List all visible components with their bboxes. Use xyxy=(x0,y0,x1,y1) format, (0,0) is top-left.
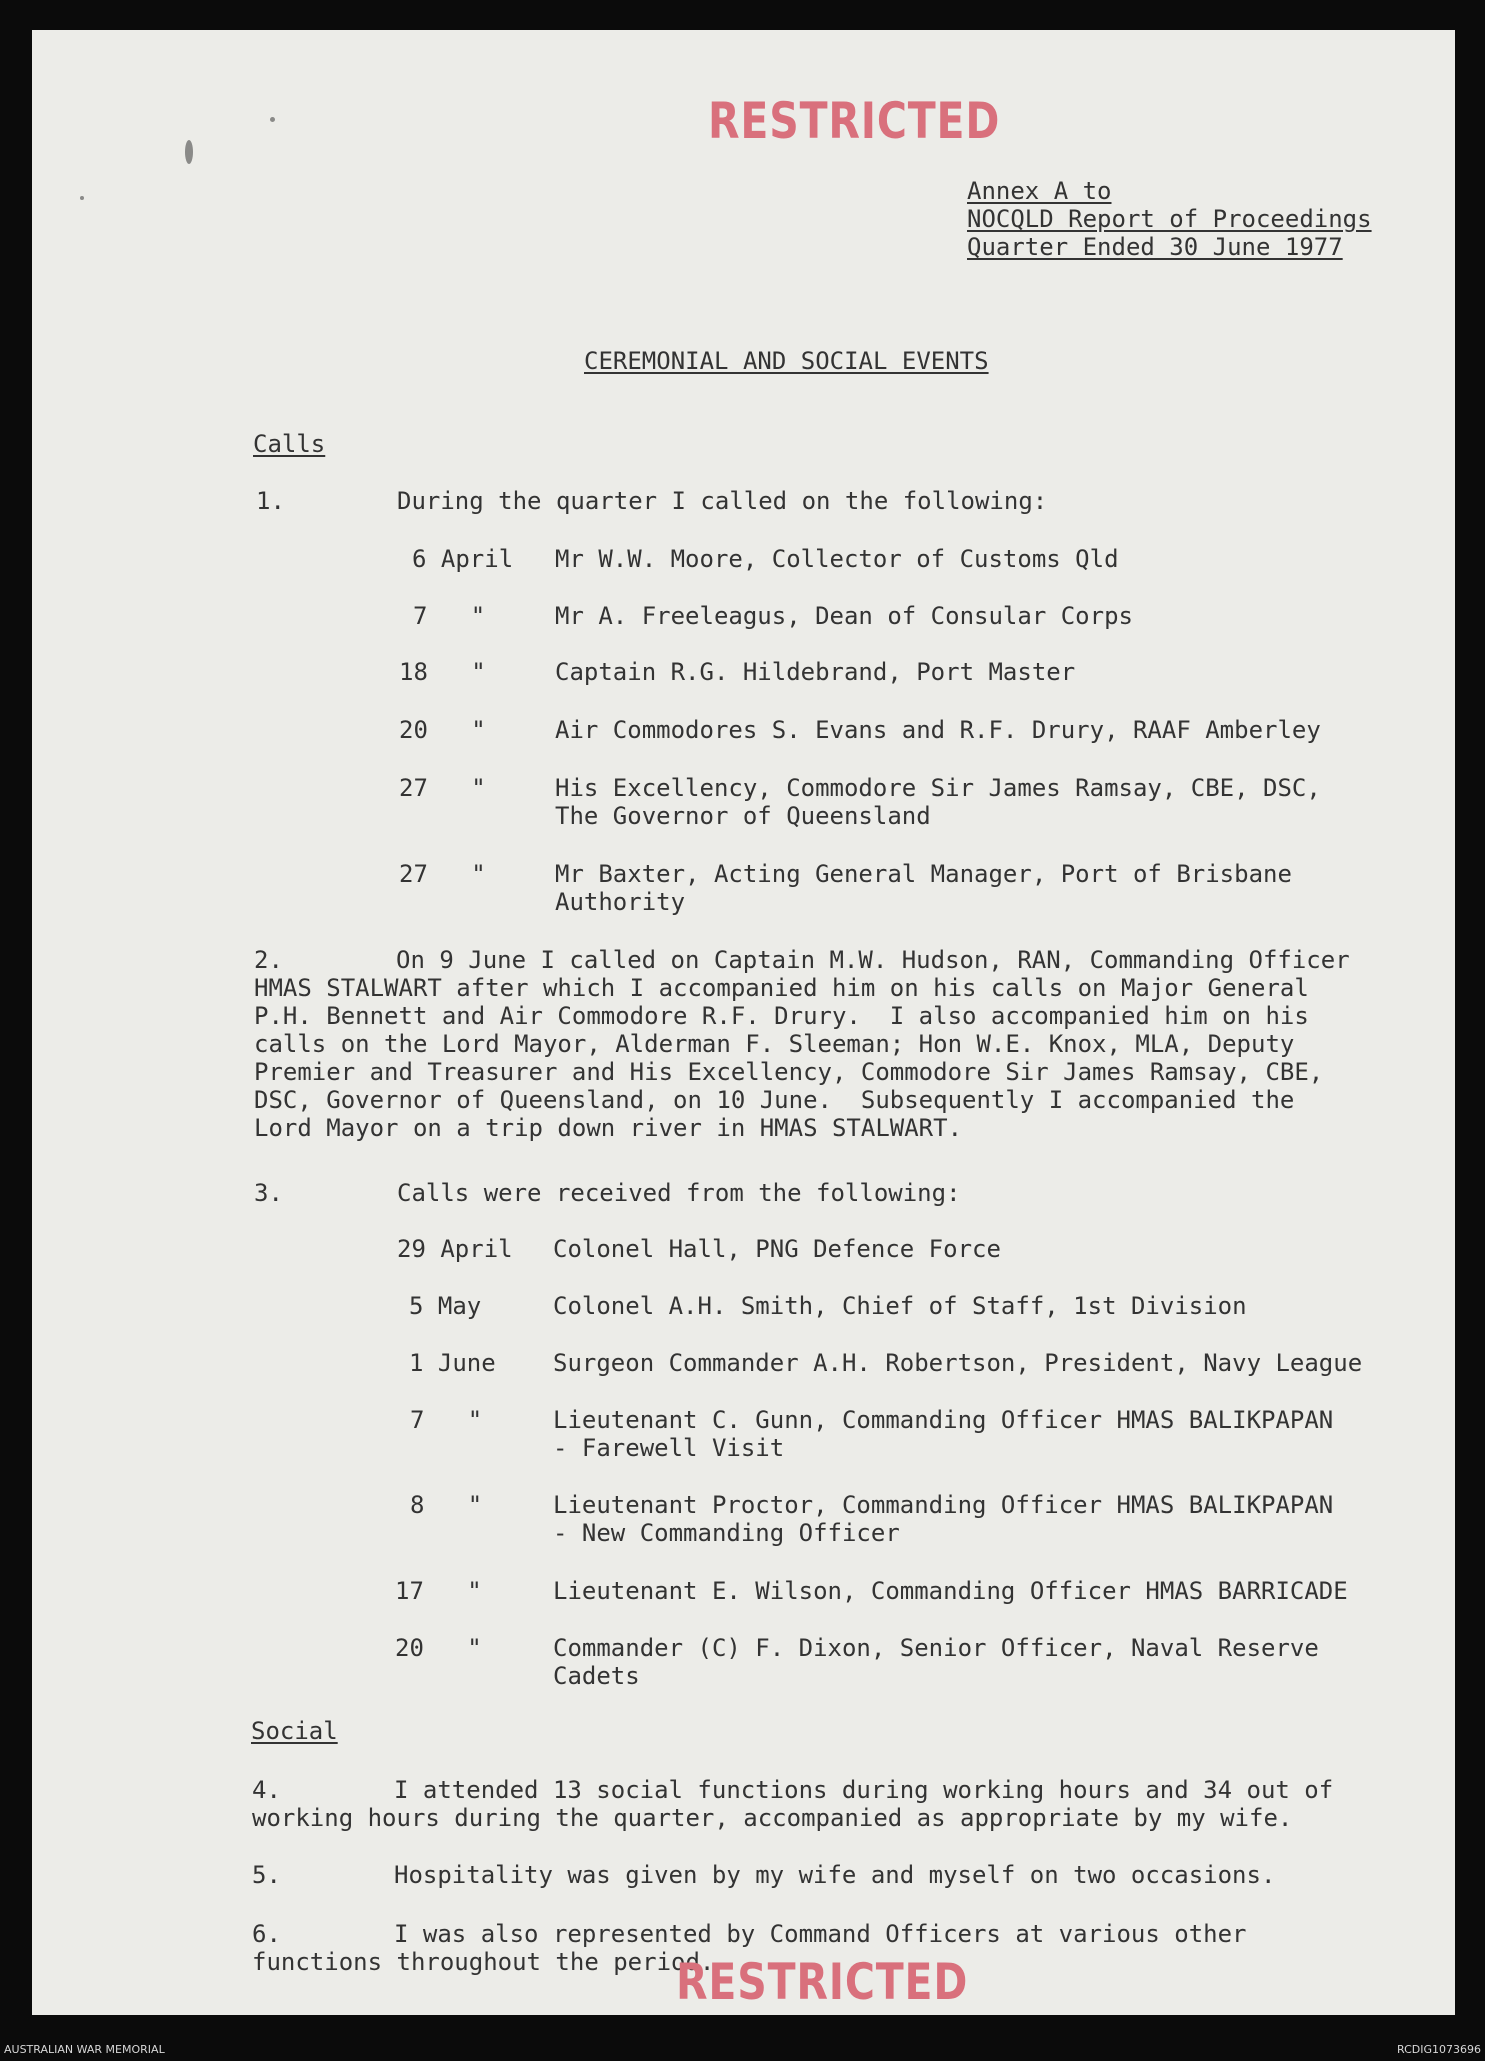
para-3-text: Calls were received from the following: xyxy=(397,1179,961,1207)
received-date: 5 May xyxy=(409,1292,482,1320)
received-entry: Surgeon Commander A.H. Robertson, President, Navy League xyxy=(553,1349,1363,1377)
restricted-stamp-bottom: RESTRICTED xyxy=(676,1953,969,2011)
social-heading: Social xyxy=(251,1717,338,1745)
para-5-number: 5. xyxy=(252,1861,281,1889)
para-4-text: I attended 13 social functions during working hours and 34 out of working hours during the quarter, accompanied as appropriate by my wife. xyxy=(252,1776,1334,1832)
para-1-number: 1. xyxy=(256,487,285,515)
call-entry: Mr Baxter, Acting General Manager, Port of Brisbane Authority xyxy=(555,860,1292,916)
para-3-number: 3. xyxy=(254,1179,283,1207)
para-1-text: During the quarter I called on the following: xyxy=(397,487,1048,515)
paper-mark xyxy=(80,196,84,200)
call-entry: Captain R.G. Hildebrand, Port Master xyxy=(555,658,1076,686)
footer-left: AUSTRALIAN WAR MEMORIAL xyxy=(4,2043,165,2056)
received-date: 7 " xyxy=(410,1406,483,1434)
call-date: 27 " xyxy=(399,774,486,802)
call-date: 18 " xyxy=(399,658,486,686)
received-entry: Lieutenant C. Gunn, Commanding Officer HMAS BALIKPAPAN - Farewell Visit xyxy=(553,1406,1334,1462)
received-date: 8 " xyxy=(410,1491,483,1519)
call-date: 27 " xyxy=(399,860,486,888)
paper-mark xyxy=(185,140,193,164)
para-6-number: 6. xyxy=(252,1920,281,1948)
annex-line-3: Quarter Ended 30 June 1977 xyxy=(967,233,1343,261)
call-date: 20 " xyxy=(399,716,486,744)
received-entry: Colonel A.H. Smith, Chief of Staff, 1st Division xyxy=(553,1292,1247,1320)
received-entry: Colonel Hall, PNG Defence Force xyxy=(553,1235,1001,1263)
calls-heading: Calls xyxy=(253,430,326,458)
para-6-text: I was also represented by Command Officers at various other functions throughout the period. xyxy=(252,1920,1247,1976)
call-date: 7 " xyxy=(413,602,486,630)
para-2-number: 2. xyxy=(254,946,283,974)
received-entry: Lieutenant E. Wilson, Commanding Officer HMAS BARRICADE xyxy=(553,1577,1348,1605)
received-date: 17 " xyxy=(395,1577,482,1605)
call-entry: His Excellency, Commodore Sir James Ramsay, CBE, DSC, The Governor of Queensland xyxy=(555,774,1321,830)
annex-line-2: NOCQLD Report of Proceedings xyxy=(967,205,1372,233)
received-date: 1 June xyxy=(409,1349,496,1377)
call-date: 6 April xyxy=(412,545,514,573)
page-title: CEREMONIAL AND SOCIAL EVENTS xyxy=(584,347,989,375)
received-date: 20 " xyxy=(395,1634,482,1662)
call-entry: Mr A. Freeleagus, Dean of Consular Corps xyxy=(555,602,1133,630)
annex-line-1: Annex A to xyxy=(967,177,1112,205)
para-2-text: On 9 June I called on Captain M.W. Hudson, RAN, Commanding Officer HMAS STALWART after which I accompanied him on his calls on Major General P.H. Bennett and Air Commodore R.F. Drury. I also accompanied him on his calls on the Lord Mayor, Alderman F. Sleeman; Hon W.E. Knox, MLA, Deputy Premier and Treasurer and His Excellency, Commodore Sir James Ramsay, CBE, DSC, Governor of Queensland, on 10 June. Subsequently I accompanied the Lord Mayor on a trip down river in HMAS STALWART. xyxy=(254,946,1350,1142)
restricted-stamp-top: RESTRICTED xyxy=(708,92,1001,150)
received-entry: Commander (C) F. Dixon, Senior Officer, Naval Reserve Cadets xyxy=(553,1634,1319,1690)
received-entry: Lieutenant Proctor, Commanding Officer HMAS BALIKPAPAN - New Commanding Officer xyxy=(553,1491,1334,1547)
call-entry: Mr W.W. Moore, Collector of Customs Qld xyxy=(555,545,1119,573)
para-5-text: Hospitality was given by my wife and myself on two occasions. xyxy=(394,1861,1276,1889)
footer-right: RCDIG1073696 xyxy=(1396,2043,1481,2056)
call-entry: Air Commodores S. Evans and R.F. Drury, RAAF Amberley xyxy=(555,716,1321,744)
received-date: 29 April xyxy=(397,1235,513,1263)
para-4-number: 4. xyxy=(252,1776,281,1804)
paper-mark xyxy=(270,117,275,122)
